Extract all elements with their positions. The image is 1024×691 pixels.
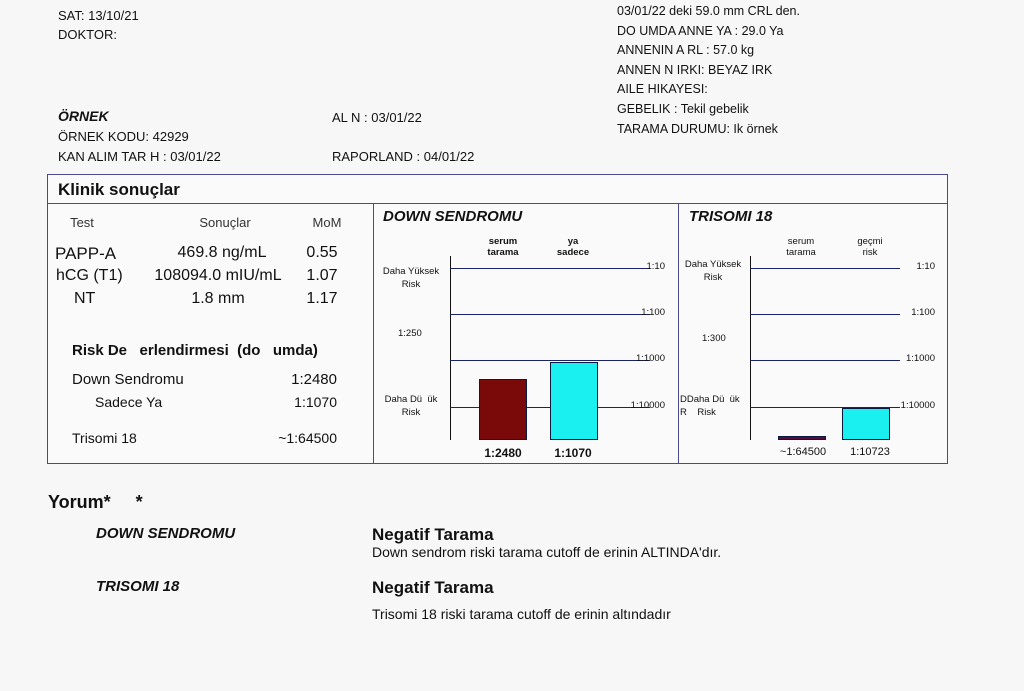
comment-label-down: DOWN SENDROMU xyxy=(96,525,236,542)
test-mom: 1.17 xyxy=(306,290,338,307)
clinical-results-title: Klinik sonuçlar xyxy=(58,180,180,199)
comment-heading-trisomy: Negatif Tarama xyxy=(372,578,494,597)
chart-gridline xyxy=(450,314,650,315)
down-col2-label: ya sadece xyxy=(556,236,590,258)
down-bar1-value: 1:2480 xyxy=(484,446,522,460)
trisomy-cutoff-label: 1:300 xyxy=(702,333,726,344)
col-test-header: Test xyxy=(70,215,94,230)
chart-tick-label: 1:10 xyxy=(916,261,935,272)
test-result: 469.8 ng/mL xyxy=(177,244,267,261)
chart-tick-label: 1:10000 xyxy=(630,400,665,411)
trisomy-lower-risk-label: DDaha Dü ük R Risk xyxy=(680,394,740,418)
divider xyxy=(678,203,679,463)
chart-gridline xyxy=(450,268,650,269)
age-only-label: Sadece Ya xyxy=(95,394,163,410)
chart-bar xyxy=(842,408,890,440)
comment-text-down: Down sendrom riski tarama cutoff de erinin ALTINDA'dır. xyxy=(372,544,722,560)
crl-line: 03/01/22 deki 59.0 mm CRL den. xyxy=(617,4,800,18)
chart-tick-label: 1:100 xyxy=(641,307,665,318)
mother-weight: ANNENIN A RL : 57.0 kg xyxy=(617,43,755,58)
chart-gridline xyxy=(750,314,900,315)
trisomy-col2-label: geçmi risk xyxy=(857,236,883,258)
doctor-label: DOKTOR: xyxy=(58,27,117,42)
comment-heading-down: Negatif Tarama xyxy=(372,525,494,544)
mother-race: ANNEN N IRKI: BEYAZ IRK xyxy=(617,62,773,77)
down-higher-risk-label: Daha Yüksek Risk xyxy=(382,266,440,290)
down-syndrome-label: Down Sendromu xyxy=(72,371,184,388)
trisomy-col1-label: serum tarama xyxy=(786,236,816,258)
age-only-risk: 1:1070 xyxy=(294,394,337,410)
pregnancy-type: GEBELIK : Tekil gebelik xyxy=(617,101,749,116)
chart-tick-label: 1:1000 xyxy=(905,353,935,364)
down-chart-title: DOWN SENDROMU xyxy=(383,208,523,225)
clinical-results-header xyxy=(48,175,947,204)
blood-draw-date: KAN ALIM TAR H : 03/01/22 xyxy=(58,149,221,164)
chart-bar xyxy=(550,362,598,440)
down-cutoff-label: 1:250 xyxy=(398,328,422,339)
sample-name: ÖRNEK xyxy=(58,108,109,124)
test-result: 108094.0 mIU/mL xyxy=(154,267,282,284)
trisomy18-label: Trisomi 18 xyxy=(72,430,137,446)
down-bar2-value: 1:1070 xyxy=(554,446,592,460)
mother-age: DO UMDA ANNE YA : 29.0 Ya xyxy=(617,23,784,38)
trisomy-bar1-value: ~1:64500 xyxy=(779,446,827,458)
trisomy18-risk: ~1:64500 xyxy=(278,430,337,446)
chart-gridline xyxy=(450,360,650,361)
chart-bar xyxy=(778,436,826,440)
family-history: AILE HIKAYESI: xyxy=(617,82,708,97)
chart-bar xyxy=(479,379,527,440)
down-axis xyxy=(450,256,451,440)
col-results-header: Sonuçlar xyxy=(199,215,251,230)
chart-gridline xyxy=(750,268,900,269)
trisomy-chart-title: TRISOMI 18 xyxy=(689,208,773,225)
trisomy-axis xyxy=(750,256,751,440)
sat-date: SAT: 13/10/21 xyxy=(58,8,139,23)
sample-code: ÖRNEK KODU: 42929 xyxy=(58,129,189,144)
received-date: AL N : 03/01/22 xyxy=(332,110,422,125)
chart-tick-label: 1:1000 xyxy=(635,353,665,364)
down-col1-label: serum tarama xyxy=(487,236,519,258)
divider xyxy=(373,203,374,463)
reported-date: RAPORLAND : 04/01/22 xyxy=(332,149,475,164)
down-lower-risk-label: Daha Dü ük Risk xyxy=(384,394,438,418)
trisomy-bar2-value: 1:10723 xyxy=(850,446,890,458)
test-result: 1.8 mm xyxy=(191,290,245,307)
chart-gridline xyxy=(750,360,900,361)
comment-label-trisomy: TRISOMI 18 xyxy=(96,578,180,595)
down-syndrome-risk: 1:2480 xyxy=(291,371,337,388)
patient-info-block xyxy=(617,2,800,139)
chart-tick-label: 1:100 xyxy=(911,307,935,318)
comments-title: Yorum* * xyxy=(48,492,143,512)
col-mom-header: MoM xyxy=(312,215,342,230)
test-name: hCG (T1) xyxy=(56,267,123,284)
test-mom: 0.55 xyxy=(306,244,338,261)
trisomy-higher-risk-label: Daha Yüksek Risk xyxy=(684,259,742,283)
test-name: PAPP-A xyxy=(55,244,117,263)
screening-status: TARAMA DURUMU: Ik örnek xyxy=(617,121,778,136)
risk-assessment-title: Risk De erlendirmesi (do umda) xyxy=(72,342,318,359)
comment-text-trisomy: Trisomi 18 riski tarama cutoff de erinin altındadır xyxy=(372,606,671,622)
test-mom: 1.07 xyxy=(306,267,338,284)
chart-tick-label: 1:10 xyxy=(646,261,665,272)
test-name: NT xyxy=(74,290,96,307)
chart-tick-label: 1:10000 xyxy=(900,400,935,411)
